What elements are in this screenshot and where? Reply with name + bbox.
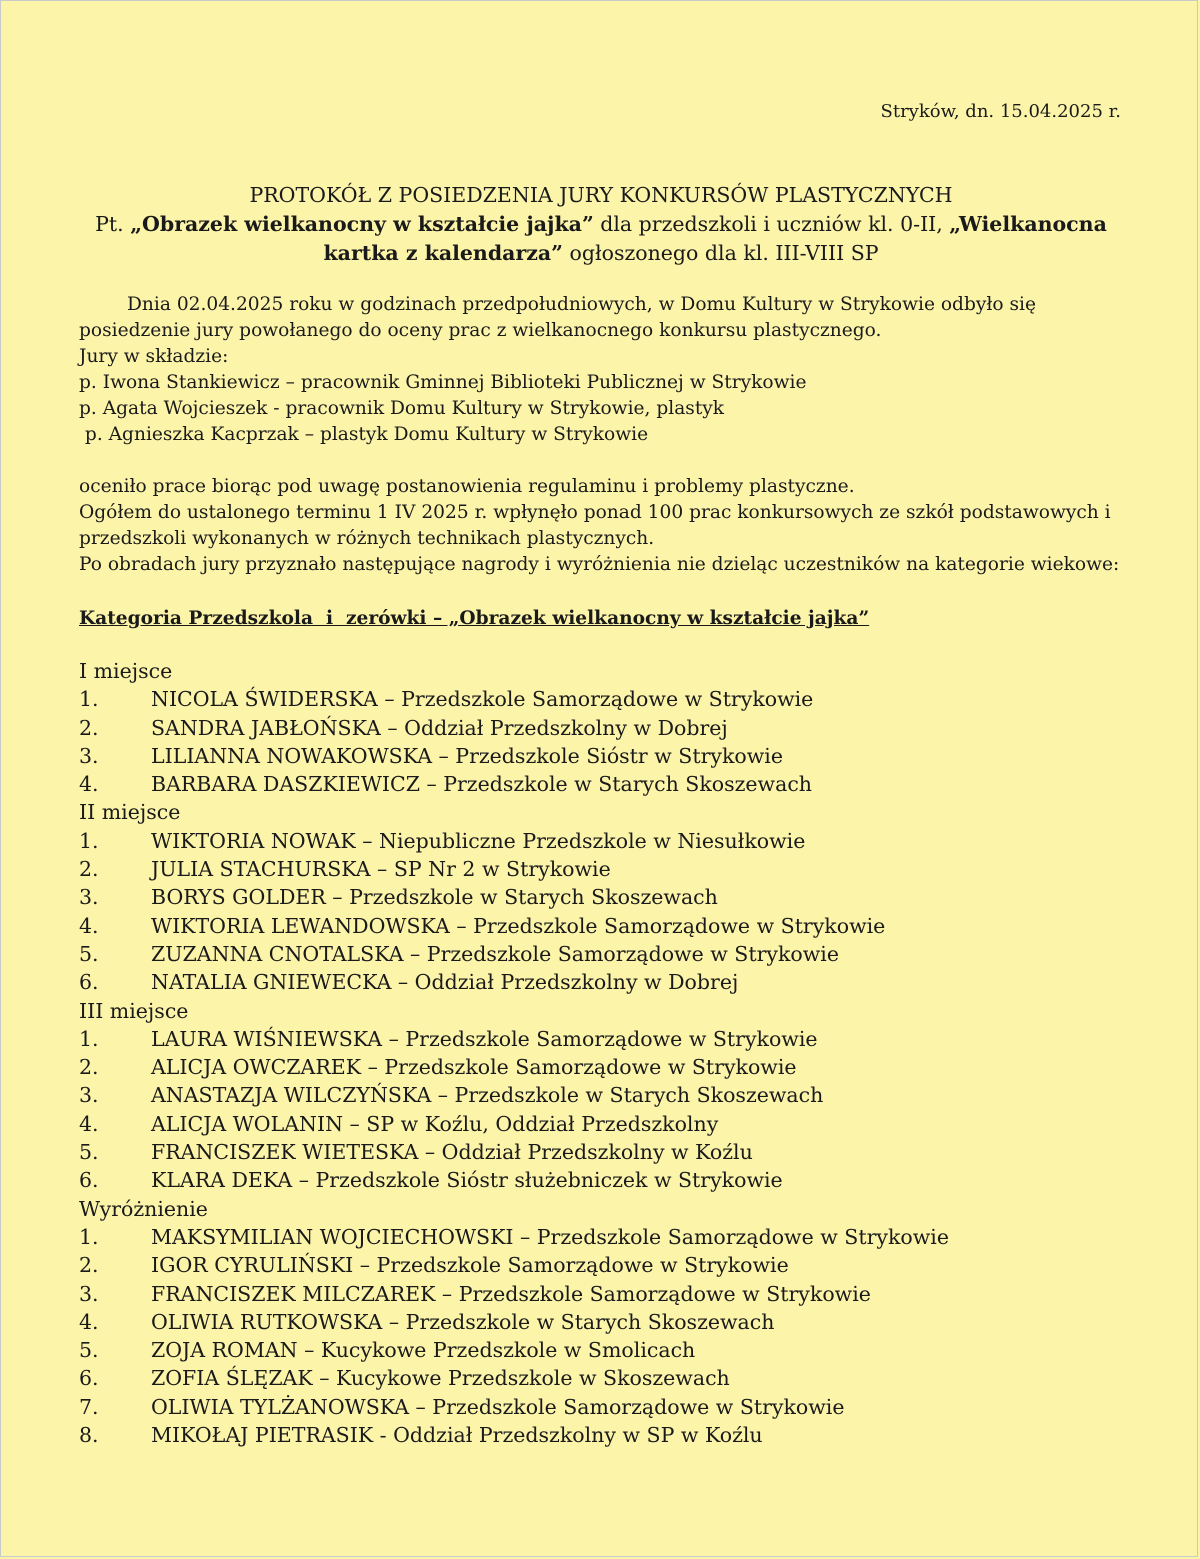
winner-row <box>79 1364 1139 1392</box>
winner-number: 1. <box>79 687 99 712</box>
winner-row <box>79 940 1139 968</box>
winner-name: ANASTAZJA WILCZYŃSKA – Przedszkole w Starych Skoszewach <box>151 1083 824 1108</box>
title-contest-2: „Wielkanocna kartka z kalendarza” <box>323 212 1107 265</box>
winner-number: 8. <box>79 1423 99 1448</box>
winner-number: 4. <box>79 1309 99 1334</box>
winner-row <box>79 1166 1139 1194</box>
winner-row <box>79 742 1139 770</box>
winner-name: MAKSYMILIAN WOJCIECHOWSKI – Przedszkole Samorządowe w Strykowie <box>151 1224 949 1249</box>
assessment-paragraph: oceniło prace biorąc pod uwagę postanowienia regulaminu i problemy plastyczne. <box>79 476 855 497</box>
winner-row <box>79 1308 1139 1336</box>
winner-name: BORYS GOLDER – Przedszkole w Starych Skoszewach <box>151 885 718 910</box>
winner-row <box>79 1138 1139 1166</box>
results-list <box>79 657 1139 1449</box>
winner-row <box>79 827 1139 855</box>
winner-number: 1. <box>79 1026 99 1051</box>
winner-name: LILIANNA NOWAKOWSKA – Przedszkole Sióstr w Strykowie <box>151 743 783 768</box>
winner-number: 4. <box>79 772 99 797</box>
winner-number: 4. <box>79 1111 99 1136</box>
winner-row <box>79 1393 1139 1421</box>
title-line-1: PROTOKÓŁ Z POSIEDZENIA JURY KONKURSÓW PLASTYCZNYCH <box>249 183 953 207</box>
winner-row <box>79 855 1139 883</box>
winner-name: JULIA STACHURSKA – SP Nr 2 w Strykowie <box>151 857 611 882</box>
results-intro: Po obradach jury przyznało następujące nagrody i wyróżnienia nie dzieląc uczestników na kategorie wiekowe: <box>79 554 1120 575</box>
winner-name: ALICJA WOLANIN – SP w Koźlu, Oddział Przedszkolny <box>151 1111 719 1136</box>
winner-name: BARBARA DASZKIEWICZ – Przedszkole w Starych Skoszewach <box>151 772 813 797</box>
winner-row <box>79 968 1139 996</box>
winner-number: 3. <box>79 743 99 768</box>
winner-number: 2. <box>79 1253 99 1278</box>
winner-name: SANDRA JABŁOŃSKA – Oddział Przedszkolny w Dobrej <box>151 715 728 740</box>
winner-number: 5. <box>79 1140 99 1165</box>
jury-member: p. Agnieszka Kacprzak – plastyk Domu Kultury w Strykowie <box>79 424 649 445</box>
winner-name: ZUZANNA CNOTALSKA – Przedszkole Samorządowe w Strykowie <box>151 941 839 966</box>
winner-number: 2. <box>79 715 99 740</box>
winner-row <box>79 883 1139 911</box>
winner-number: 3. <box>79 1281 99 1306</box>
winner-row <box>79 1421 1139 1449</box>
winner-number: 1. <box>79 828 99 853</box>
winner-row <box>79 1053 1139 1081</box>
winner-row <box>79 1280 1139 1308</box>
place-heading: II miejsce <box>79 800 181 825</box>
winner-row <box>79 1081 1139 1109</box>
winner-name: OLIWIA RUTKOWSKA – Przedszkole w Starych Skoszewach <box>151 1309 775 1334</box>
winner-number: 3. <box>79 1083 99 1108</box>
winner-name: ZOJA ROMAN – Kucykowe Przedszkole w Smolicach <box>151 1338 696 1363</box>
winner-number: 1. <box>79 1224 99 1249</box>
winner-row <box>79 1336 1139 1364</box>
winner-number: 2. <box>79 857 99 882</box>
winner-name: MIKOŁAJ PIETRASIK - Oddział Przedszkolny w SP w Koźlu <box>151 1423 763 1448</box>
winner-row <box>79 912 1139 940</box>
winner-number: 6. <box>79 1366 99 1391</box>
winner-number: 5. <box>79 941 99 966</box>
winner-name: FRANCISZEK WIETESKA – Oddział Przedszkolny w Koźlu <box>151 1140 753 1165</box>
winner-number: 4. <box>79 913 99 938</box>
jury-member: p. Agata Wojcieszek - pracownik Domu Kultury w Strykowie, plastyk <box>79 398 725 419</box>
jury-member: p. Iwona Stankiewicz – pracownik Gminnej Biblioteki Publicznej w Strykowie <box>79 372 807 393</box>
winner-name: FRANCISZEK MILCZAREK – Przedszkole Samorządowe w Strykowie <box>151 1281 871 1306</box>
winner-name: WIKTORIA NOWAK – Niepubliczne Przedszkole w Niesułkowie <box>151 828 806 853</box>
winner-name: WIKTORIA LEWANDOWSKA – Przedszkole Samorządowe w Strykowie <box>151 913 886 938</box>
winner-name: NATALIA GNIEWECKA – Oddział Przedszkolny w Dobrej <box>151 970 739 995</box>
winner-name: ZOFIA ŚLĘZAK – Kucykowe Przedszkole w Skoszewach <box>151 1366 730 1391</box>
document-date: Stryków, dn. 15.04.2025 r. <box>880 101 1121 122</box>
winner-row <box>79 1251 1139 1279</box>
submissions-paragraph: Ogółem do ustalonego terminu 1 IV 2025 r. wpłynęło ponad 100 prac konkursowych ze szkół podstawowych i przedszkoli wykonanych w różnych technikach plastycznych. <box>79 502 1111 549</box>
winner-row <box>79 770 1139 798</box>
winner-row <box>79 685 1139 713</box>
winner-row <box>79 714 1139 742</box>
title-middle: dla przedszkoli i uczniów kl. 0-II, <box>593 212 950 236</box>
title-prefix: Pt. <box>95 212 131 236</box>
winner-name: NICOLA ŚWIDERSKA – Przedszkole Samorządowe w Strykowie <box>151 687 814 712</box>
title-contest-1: „Obrazek wielkanocny w kształcie jajka” <box>130 212 594 236</box>
title-suffix: ogłoszonego dla kl. III-VIII SP <box>562 241 879 265</box>
winner-name: OLIWIA TYLŻANOWSKA – Przedszkole Samorządowe w Strykowie <box>151 1394 845 1419</box>
winner-name: IGOR CYRULIŃSKI – Przedszkole Samorządowe w Strykowie <box>151 1253 789 1278</box>
winner-row <box>79 1025 1139 1053</box>
winner-number: 5. <box>79 1338 99 1363</box>
winner-name: ALICJA OWCZAREK – Przedszkole Samorządowe w Strykowie <box>151 1055 797 1080</box>
title-line-2 <box>79 210 1123 268</box>
category-heading: Kategoria Przedszkola i zerówki – „Obrazek wielkanocny w kształcie jajka” <box>79 608 870 629</box>
winner-number: 6. <box>79 970 99 995</box>
intro-paragraph: Dnia 02.04.2025 roku w godzinach przedpołudniowych, w Domu Kultury w Strykowie odbyło się posiedzenie jury powołanego do oceny prac z wielkanocnego konkursu plastycznego. <box>79 294 1036 341</box>
winner-number: 6. <box>79 1168 99 1193</box>
place-heading: Wyróżnienie <box>79 1196 208 1221</box>
winner-number: 3. <box>79 885 99 910</box>
winner-name: LAURA WIŚNIEWSKA – Przedszkole Samorządowe w Strykowie <box>151 1026 818 1051</box>
winner-number: 7. <box>79 1394 99 1419</box>
intro-section <box>79 292 1129 632</box>
winner-number: 2. <box>79 1055 99 1080</box>
place-heading: III miejsce <box>79 998 189 1023</box>
winner-name: KLARA DEKA – Przedszkole Sióstr służebniczek w Strykowie <box>151 1168 783 1193</box>
winner-row <box>79 1223 1139 1251</box>
winner-row <box>79 1110 1139 1138</box>
place-heading: I miejsce <box>79 659 173 683</box>
jury-label: Jury w składzie: <box>79 346 229 367</box>
document-title <box>79 181 1123 268</box>
